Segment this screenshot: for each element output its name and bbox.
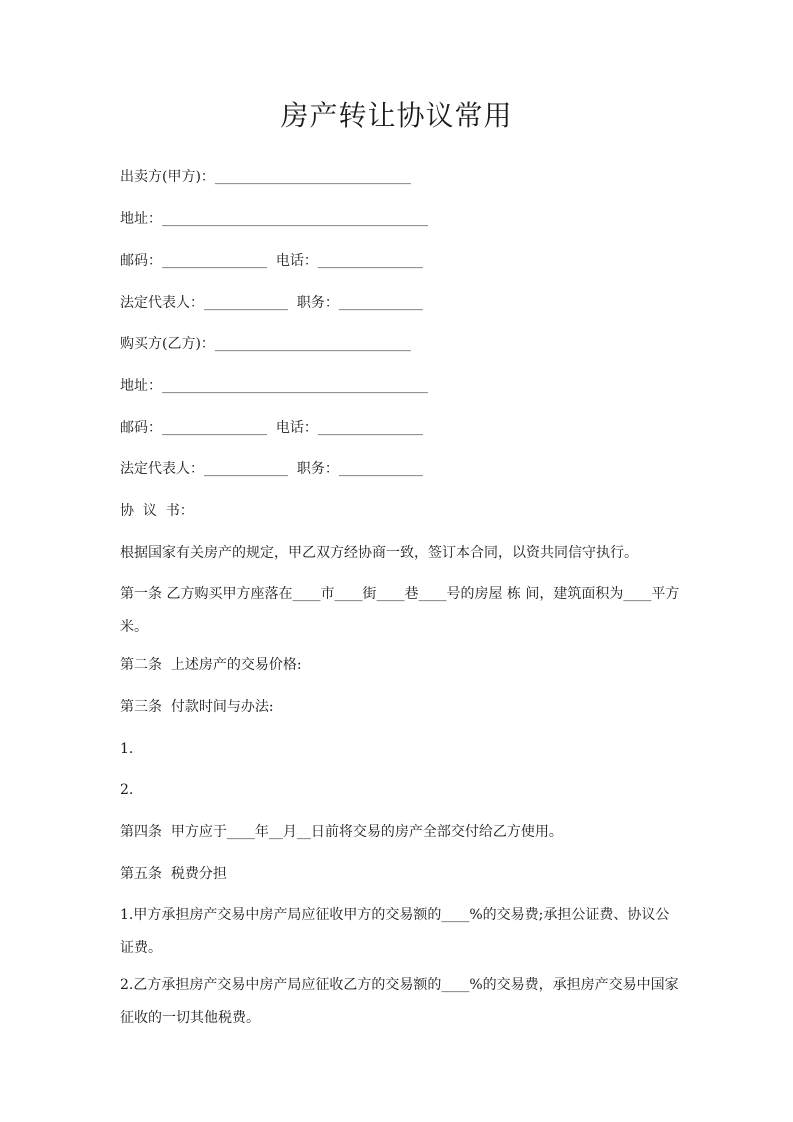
article-4-paragraph: 第四条 甲方应于____年__月__日前将交易的房产全部交付给乙方使用。 [120, 824, 563, 840]
seller-address-line: 地址：______________________________________ [120, 211, 428, 227]
tax-item-1-paragraph: 1.甲方承担房产交易中房产局应征收甲方的交易额的____%的交易费;承担公证费、协议公证费。 [120, 907, 670, 956]
payment-item-1: 1. [120, 741, 134, 757]
agreement-heading: 协 议 书： [120, 503, 194, 519]
article-2-paragraph: 第二条 上述房产的交易价格: [120, 657, 302, 673]
document-title: 房产转让协议常用 [280, 99, 513, 132]
buyer-address-line: 地址：______________________________________ [120, 378, 428, 394]
buyer-representative-line: 法定代表人：____________ 职务：____________ [120, 461, 423, 477]
buyer-name-line: 购买方(乙方)：____________________________ [120, 336, 411, 352]
article-5-heading: 第五条 税费分担 [120, 866, 227, 882]
seller-postcode-phone-line: 邮码：_______________ 电话：_______________ [120, 253, 423, 269]
tax-item-2-paragraph: 2.乙方承担房产交易中房产局应征收乙方的交易额的____%的交易费，承担房产交易中国家征收的一切其他税费。 [120, 977, 679, 1026]
article-3-paragraph: 第三条 付款时间与办法: [120, 699, 274, 715]
seller-representative-line: 法定代表人：____________ 职务：____________ [120, 295, 423, 311]
payment-item-2: 2. [120, 782, 134, 798]
buyer-postcode-phone-line: 邮码：_______________ 电话：_______________ [120, 420, 423, 436]
seller-name-line: 出卖方(甲方)：____________________________ [120, 169, 411, 185]
preamble-paragraph: 根据国家有关房产的规定，甲乙双方经协商一致，签订本合同，以资共同信守执行。 [120, 545, 638, 561]
article-1-paragraph: 第一条 乙方购买甲方座落在____市____街____巷____号的房屋 栋 间，建筑面积为____平方米。 [120, 586, 680, 635]
